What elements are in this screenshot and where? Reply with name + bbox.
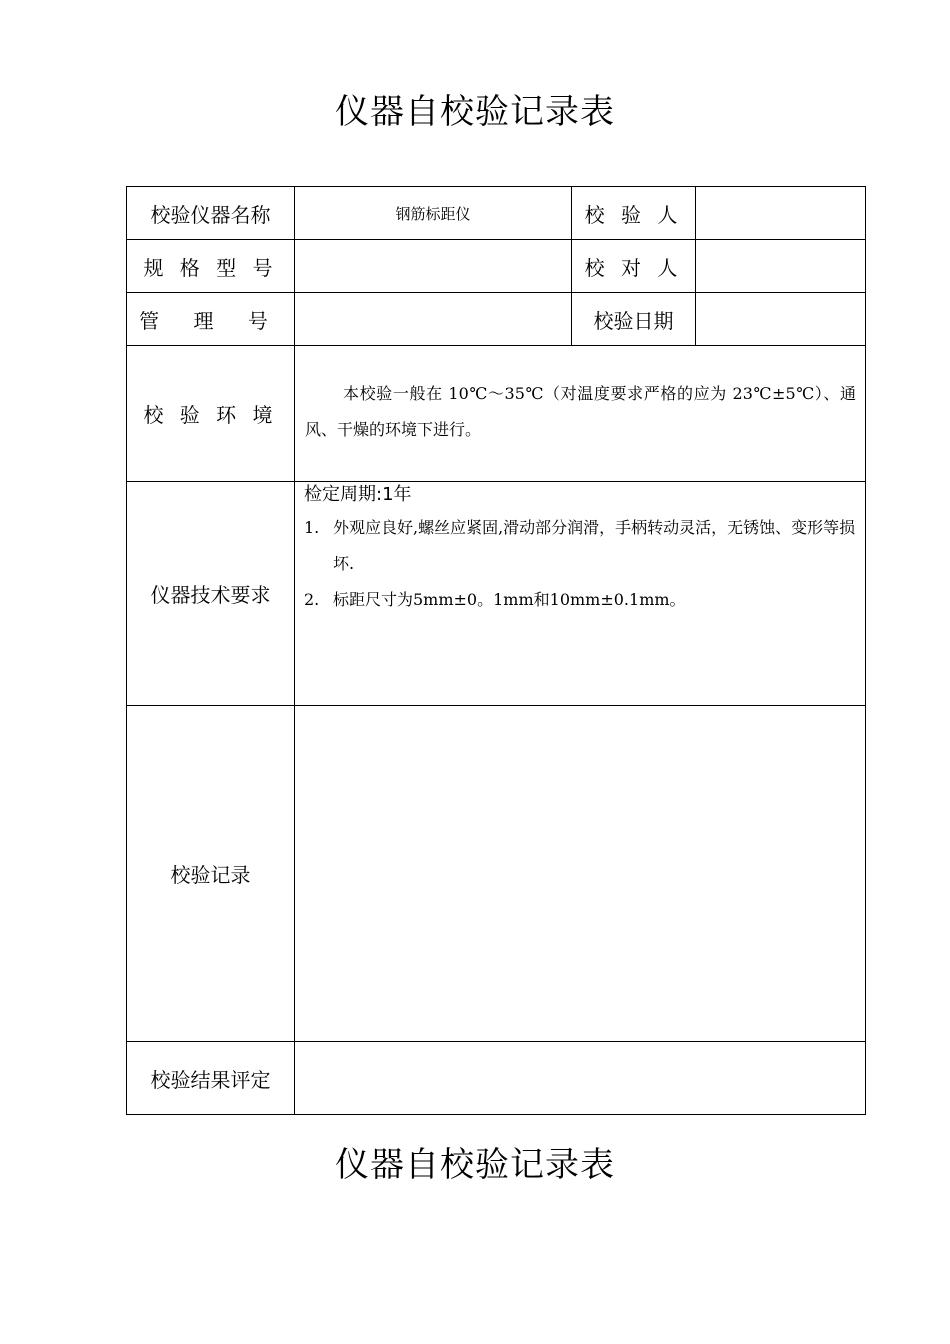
requirements-cell — [295, 482, 866, 706]
manage-no-field[interactable] — [295, 293, 572, 346]
calibration-record-table — [126, 186, 866, 1115]
list-item-text: 标距尺寸为5mm±0。1mm和10mm±0.1mm。 — [333, 590, 686, 609]
reviewer-field[interactable] — [696, 240, 866, 293]
date-field[interactable] — [696, 293, 866, 346]
environment-cell — [295, 346, 866, 482]
manage-no-label: 管 理 号 — [127, 293, 295, 346]
record-label: 校验记录 — [127, 706, 295, 1042]
page-title: 仪器自校验记录表 — [335, 92, 615, 132]
result-field[interactable] — [295, 1042, 866, 1115]
repeated-page-title: 仪器自校验记录表 — [335, 1145, 615, 1185]
result-label: 校验结果评定 — [127, 1042, 295, 1115]
model-label: 规 格 型 号 — [127, 240, 295, 293]
reviewer-label: 校 对 人 — [572, 240, 696, 293]
requirements-list — [304, 510, 856, 618]
calibration-period: 检定周期:1年 — [304, 484, 412, 505]
list-item-text: 外观应良好,螺丝应紧固,滑动部分润滑，手柄转动灵活，无锈蚀、变形等损坏. — [333, 518, 856, 573]
checker-field[interactable] — [696, 187, 866, 240]
date-label: 校验日期 — [572, 293, 696, 346]
checker-label: 校 验 人 — [572, 187, 696, 240]
table-row — [127, 482, 866, 706]
table-row — [127, 187, 866, 240]
instrument-name-label: 校验仪器名称 — [127, 187, 295, 240]
environment-label: 校 验 环 境 — [127, 346, 295, 482]
record-field[interactable] — [295, 706, 866, 1042]
list-item — [304, 582, 856, 618]
table-row — [127, 293, 866, 346]
list-item-number: 2. — [304, 590, 320, 609]
model-field[interactable] — [295, 240, 572, 293]
table-row — [127, 240, 866, 293]
list-item-number: 1. — [304, 518, 320, 537]
table-row — [127, 346, 866, 482]
instrument-name-field[interactable]: 钢筋标距仪 — [295, 187, 572, 240]
environment-text: 本校验一般在 10℃～35℃（对温度要求严格的应为 23℃±5℃）、通风、干燥的环境下进行。 — [305, 384, 856, 439]
requirements-label: 仪器技术要求 — [127, 482, 295, 706]
list-item — [304, 510, 856, 582]
table-row — [127, 1042, 866, 1115]
table-row — [127, 706, 866, 1042]
